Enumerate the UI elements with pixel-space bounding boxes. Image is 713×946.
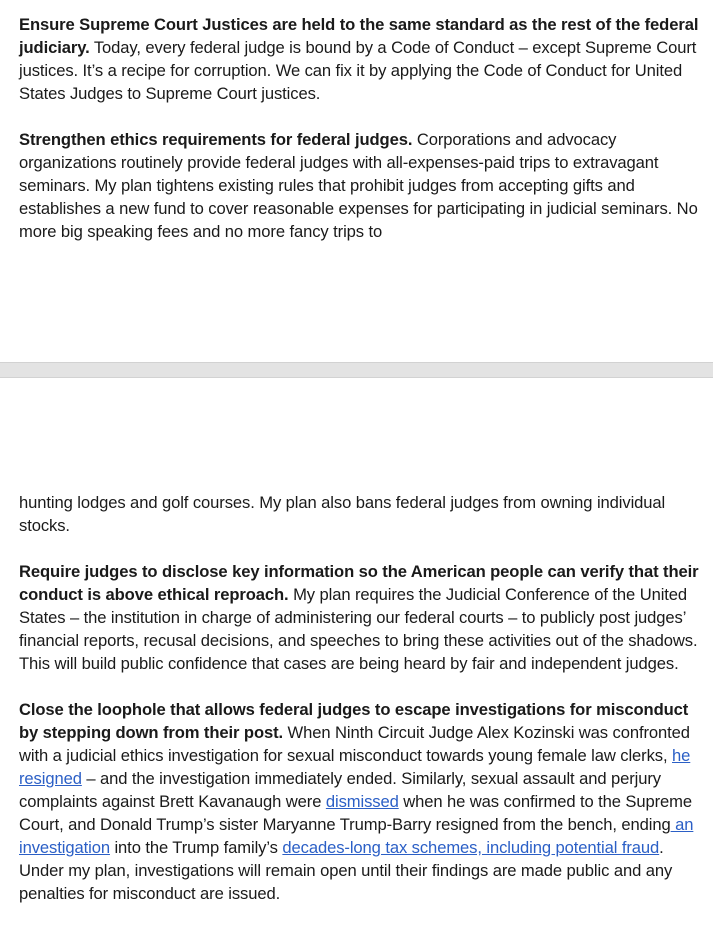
- paragraph-heading: Strengthen ethics requirements for federal judges.: [19, 130, 413, 149]
- paragraph-disclosure: [19, 560, 703, 675]
- page-break-separator: [0, 362, 713, 378]
- paragraph-body: into the Trump family’s: [109, 838, 283, 857]
- paragraph-body: Corporations and advocacy organizations routinely provide federal judges with all-expenses-paid trips to extravagant seminars. My plan tightens existing rules that prohibit judges from accepting gifts and establishes a new fund to cover reasonable expenses for participating in judicial seminars. No more big speaking fees and no more fancy trips to: [19, 130, 698, 241]
- paragraph-heading: Ensure Supreme Court Justices are held to the same standard as the rest of the federal judiciary.: [19, 15, 699, 57]
- link-dismissed[interactable]: dismissed: [325, 792, 399, 811]
- link-an-investigation[interactable]: an investigation: [19, 815, 694, 857]
- paragraph-heading: Require judges to disclose key information so the American people can verify that their conduct is above ethical reproach.: [19, 562, 699, 604]
- paragraph-body: My plan requires the Judicial Conference of the United States – the institution in charge of administering our federal courts – to publicly post judges’ financial reports, recusal decisions, and speeches to bring these activities out of the shadows. This will build public confidence that cases are being heard by fair and independent judges.: [19, 585, 698, 673]
- page-2-text: [19, 491, 703, 905]
- paragraph-body: Today, every federal judge is bound by a Code of Conduct – except Supreme Court justices. It’s a recipe for corruption. We can fix it by applying the Code of Conduct for United States Judges to Supreme Court justices.: [19, 38, 697, 103]
- link-tax-schemes[interactable]: decades-long tax schemes, including potential fraud: [282, 838, 660, 857]
- paragraph-continuation: [19, 491, 703, 537]
- paragraph-body: hunting lodges and golf courses. My plan also bans federal judges from owning individual stocks.: [19, 493, 666, 535]
- paragraph-body: when he was confirmed to the Supreme Court, and Donald Trump’s sister Maryanne Trump-Barry resigned from the bench, ending: [19, 792, 693, 834]
- paragraph-heading: Close the loophole that allows federal judges to escape investigations for misconduct by stepping down from their post.: [19, 700, 689, 742]
- paragraph-body: When Ninth Circuit Judge Alex Kozinski was confronted with a judicial ethics investigation for sexual misconduct towards young female law clerks,: [19, 723, 690, 765]
- paragraph-ethics-requirements: [19, 128, 703, 243]
- page-1-text: [19, 13, 703, 243]
- paragraph-supreme-court-standard: [19, 13, 703, 105]
- paragraph-body: . Under my plan, investigations will remain open until their findings are made public and any penalties for misconduct are issued.: [19, 838, 673, 903]
- paragraph-body: – and the investigation immediately ended. Similarly, sexual assault and perjury complaints against Brett Kavanaugh were: [19, 769, 661, 811]
- document-page-2: [0, 378, 713, 946]
- document-page-1: [0, 0, 713, 362]
- paragraph-misconduct-loophole: [19, 698, 703, 905]
- link-he-resigned[interactable]: he resigned: [19, 746, 691, 788]
